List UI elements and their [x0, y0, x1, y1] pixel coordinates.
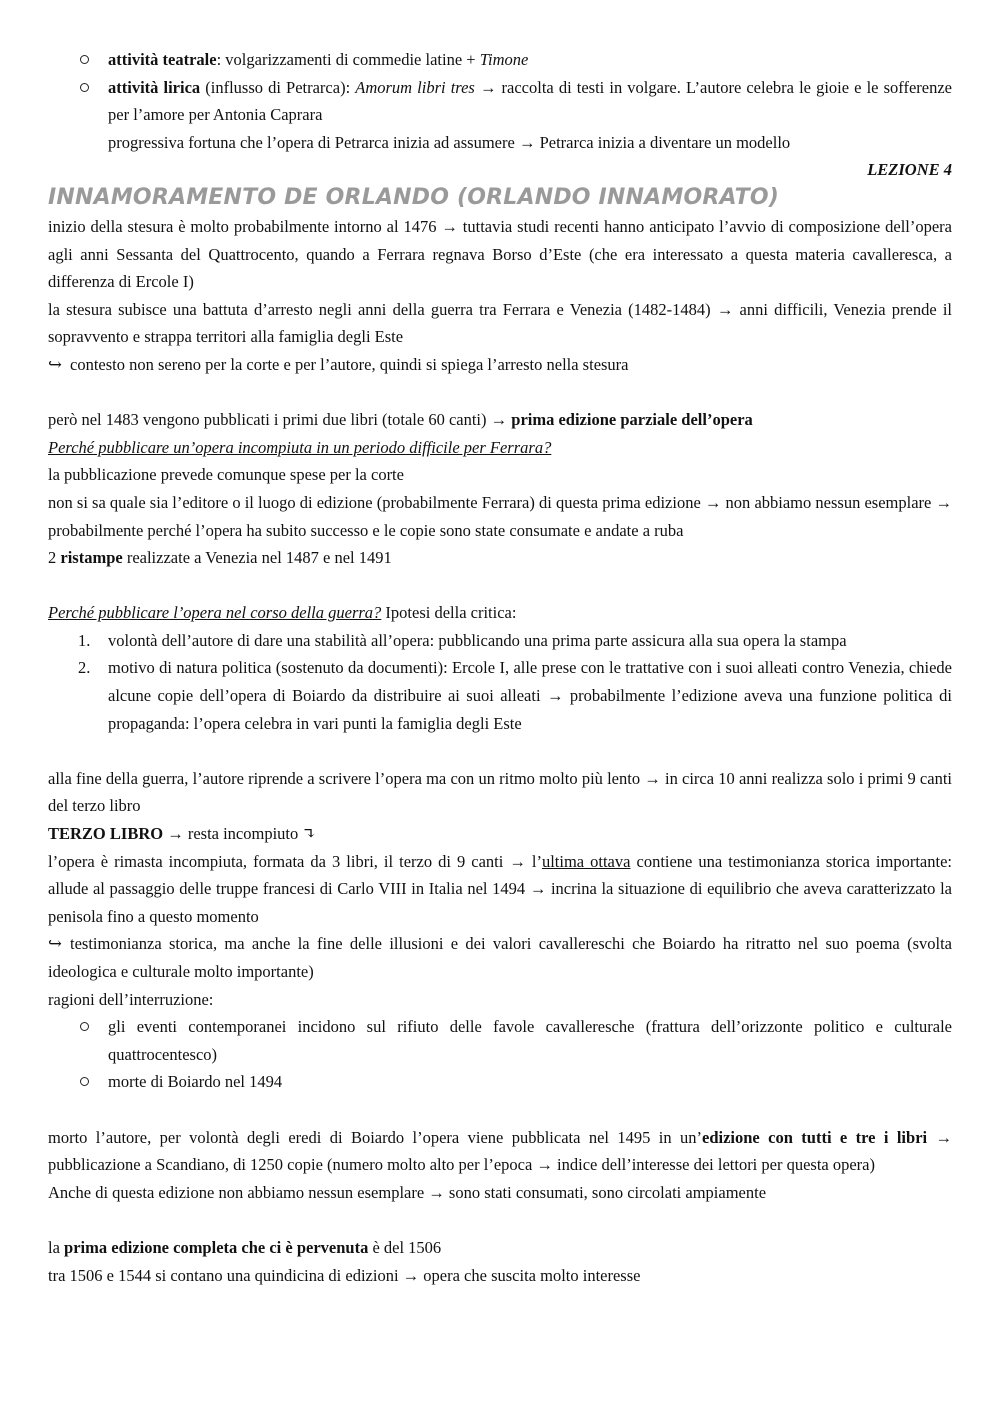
question [48, 434, 952, 462]
bold-text: prima edizione completa che ci è pervenuta [64, 1237, 369, 1257]
bold-text: ristampe [60, 548, 123, 568]
intro-continuation: progressiva fortuna che l’opera di Petrarca inizia ad assumere → Petrarca inizia a diventare un modello [108, 132, 791, 152]
bold-term: attività lirica [108, 77, 201, 97]
item-text: → raccolta di testi in volgare. L’autore celebra le gioie e le sofferenze per l’amore per Antonia Caprara [108, 77, 952, 125]
paragraph [48, 544, 952, 572]
bold-text: prima edizione parziale dell’opera [511, 410, 753, 430]
question-text: Perché pubblicare un’opera incompiuta in un periodo difficile per Ferrara? [48, 437, 552, 457]
question-text: Perché pubblicare l’opera nel corso della guerra? [48, 603, 382, 623]
spacer [48, 737, 952, 765]
paragraph: inizio della stesura è molto probabilmente intorno al 1476 → tuttavia studi recenti hanno anticipato l’avvio di composizione dell’opera agli anni Sessanta del Quattrocento, quando a Ferrara regnava Borso d’Este (che era interessato a questa materia cavalleresca, a differenza di Ercole I) [48, 216, 952, 292]
paragraph-text: → pubblicazione a Scandiano, di 1250 copie (numero molto alto per l’epoca → indice dell’interesse dei lettori per questa opera) [48, 1127, 953, 1175]
paragraph: la stesura subisce una battuta d’arresto negli anni della guerra tra Ferrara e Venezia (1482-1484) → anni difficili, Venezia prende il sopravvento e strappa territori alla famiglia degli Este [48, 299, 952, 347]
paragraph-text: la [48, 1237, 65, 1257]
paragraph: non si sa quale sia l’editore o il luogo di edizione (probabilmente Ferrara) di questa prima edizione → non abbiamo nessun esemplare → probabilmente perché l’opera ha subito successo e le copie sono state consumate e andate a ruba [48, 492, 952, 540]
item-text: : volgarizzamenti di commedie latine + [216, 50, 480, 69]
item-text: motivo di natura politica (sostenuto da documenti): Ercole I, alle prese con le trattative con i suoi alleati contro Venezia, chiede alcune copie dell’opera di Boiardo da distribuire ai suoi alleati → probabilmente l’edizione aveva una funzione politica di propaganda: l’opera celebra in vari punti la famiglia degli Este [108, 658, 952, 733]
paragraph-text: realizzate a Venezia nel 1487 e nel 1491 [122, 548, 392, 568]
paragraph-text: però nel 1483 vengono pubblicati i primi due libri (totale 60 canti) → [48, 410, 512, 430]
paragraph: ragioni dell’interruzione: [48, 989, 214, 1009]
hook-arrow-icon: ↪ [48, 934, 62, 954]
paragraph [48, 820, 952, 848]
paragraph: tra 1506 e 1544 si contano una quindicina di edizioni → opera che suscita molto interesse [48, 1265, 641, 1285]
paragraph: alla fine della guerra, l’autore riprende a scrivere l’opera ma con un ritmo molto più lento → in circa 10 anni realizza solo i primi 9 canti del terzo libro [48, 768, 952, 816]
paragraph-text: → resta incompiuto ↴ [163, 824, 317, 844]
list-item [48, 46, 952, 74]
bold-text: edizione con tutti e tre i libri [702, 1127, 928, 1147]
spacer [48, 1206, 952, 1234]
spacer [48, 379, 952, 407]
list-number: 2. [78, 658, 91, 678]
paragraph-text: Ipotesi della critica: [381, 603, 517, 623]
paragraph-text: testimonianza storica, ma anche la fine delle illusioni e dei valori cavallereschi che Boiardo ha ritratto nel suo poema (svolta ideologica e culturale molto importante) [48, 934, 952, 981]
paragraph-text: è del 1506 [368, 1237, 442, 1257]
paragraph [48, 351, 952, 379]
underlined-text: ultima ottava [541, 851, 631, 871]
paragraph: la pubblicazione prevede comunque spese per la corte [48, 465, 404, 485]
list-item [48, 74, 952, 129]
spacer [48, 1096, 952, 1124]
list-item [48, 654, 952, 737]
question [48, 599, 952, 627]
list-item: gli eventi contemporanei incidono sul rifiuto delle favole cavalleresche (frattura dell’orizzonte politico e culturale quattrocentesco) [48, 1013, 952, 1068]
reasons-list [48, 1013, 952, 1096]
italic-title: Timone [479, 50, 529, 69]
paragraph [48, 406, 952, 434]
paragraph-text: morto l’autore, per volontà degli eredi di Boiardo l’opera viene pubblicata nel 1495 in un’ [48, 1127, 703, 1147]
paragraph-text: 2 [48, 548, 61, 568]
section-heading: INNAMORAMENTO DE ORLANDO (ORLANDO INNAMORATO) [48, 184, 780, 210]
paragraph [48, 848, 952, 931]
paragraph-text: contiene una testimonianza storica importante: allude al passaggio delle truppe francesi di Carlo VIII in Italia nel 1494 → incrina la situazione di equilibrio che aveva caratterizzato la penisola fino a questo momento [48, 851, 952, 926]
paragraph [48, 1234, 952, 1262]
lesson-label: LEZIONE 4 [867, 160, 952, 180]
item-text: (influsso di Petrarca): [200, 77, 356, 97]
paragraph-text: contesto non sereno per la corte e per l’autore, quindi si spiega l’arresto nella stesura [70, 354, 629, 374]
intro-list [48, 46, 952, 129]
paragraph: Anche di questa edizione non abbiamo nessun esemplare → sono stati consumati, sono circolati ampiamente [48, 1182, 767, 1202]
list-item: morte di Boiardo nel 1494 [48, 1068, 952, 1096]
list-item [48, 627, 952, 655]
document-page [48, 46, 952, 1289]
list-number: 1. [78, 630, 91, 650]
bold-text: TERZO LIBRO [48, 824, 164, 844]
bold-term: attività teatrale [108, 50, 217, 69]
paragraph [48, 1124, 952, 1179]
paragraph [48, 930, 952, 985]
spacer [48, 572, 952, 600]
italic-title: Amorum libri tres [355, 77, 475, 97]
paragraph-text: l’opera è rimasta incompiuta, formata da 3 libri, il terzo di 9 canti → l’ [48, 851, 542, 871]
item-text: volontà dell’autore di dare una stabilità all’opera: pubblicando una prima parte assicura alla sua opera la stampa [108, 630, 847, 650]
hook-arrow-icon: ↪ [48, 354, 62, 374]
hypotheses-list [48, 627, 952, 737]
